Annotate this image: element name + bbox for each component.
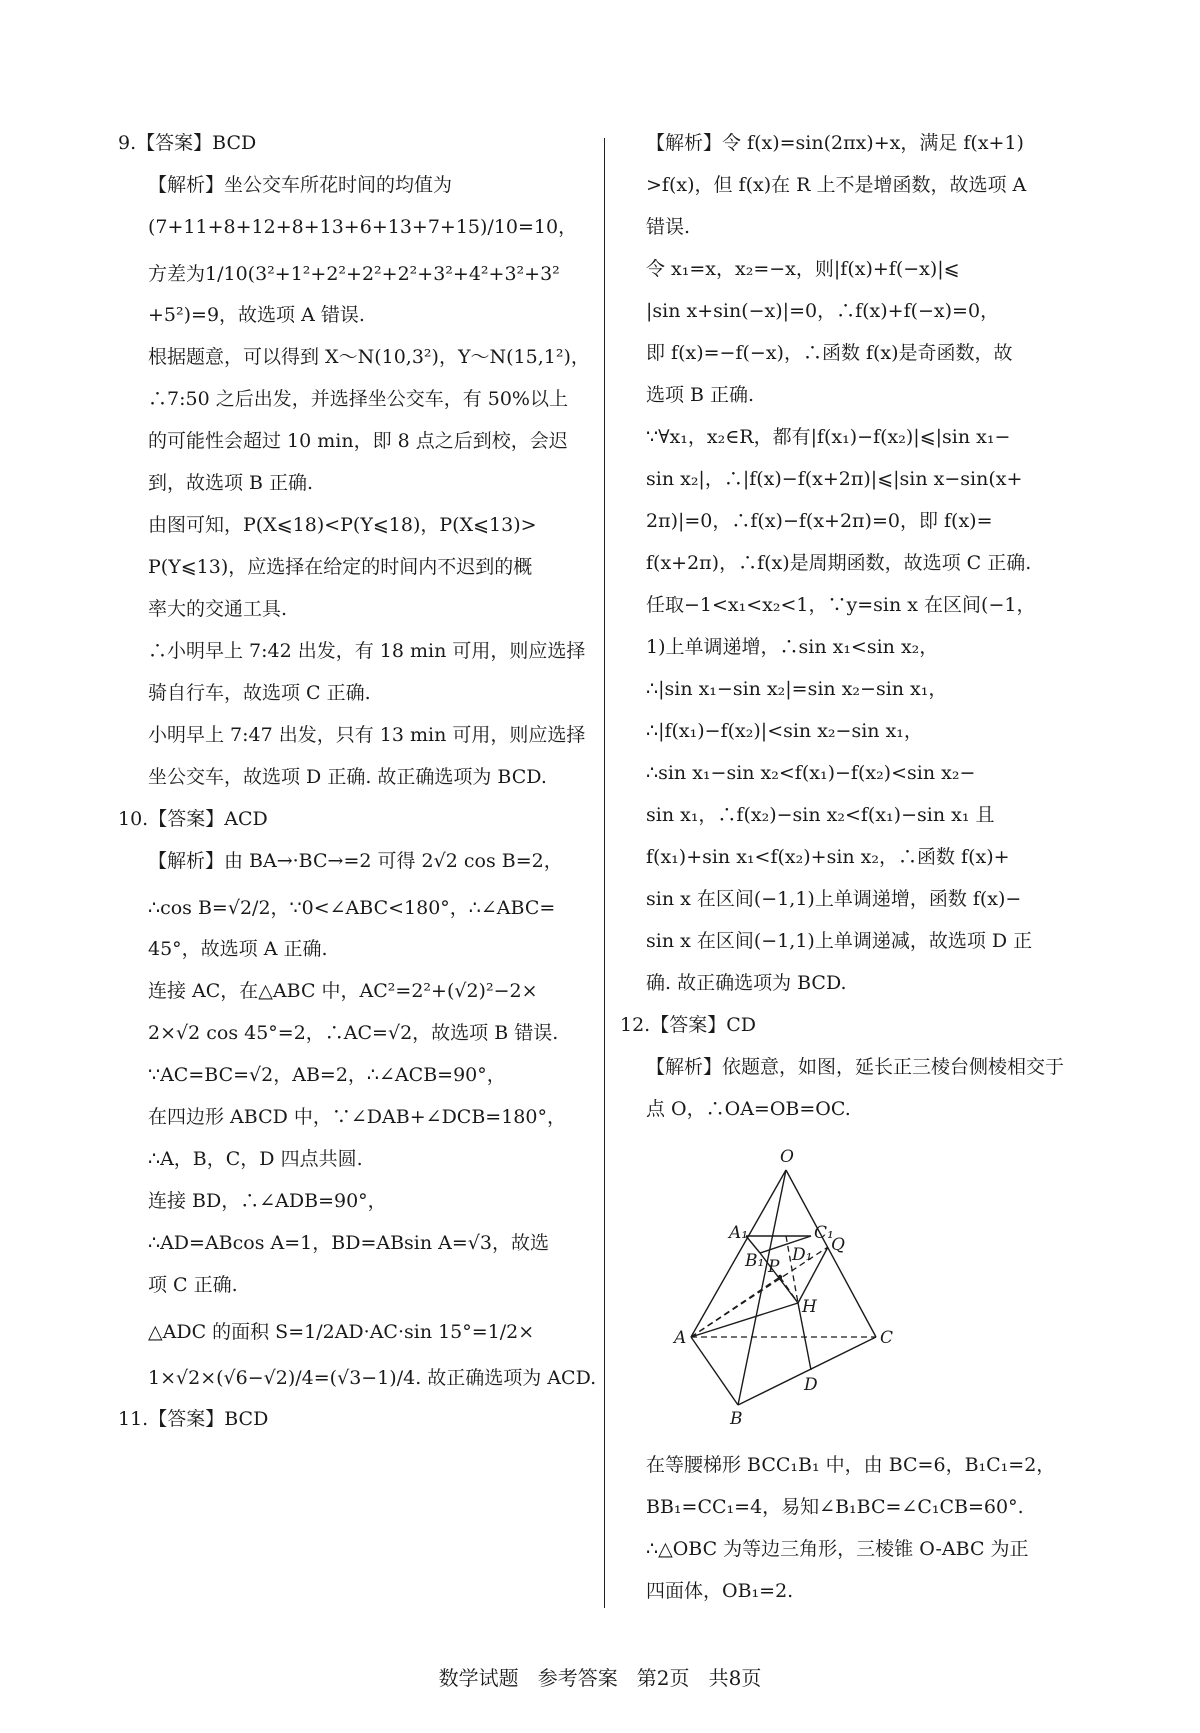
q11-sol-9: sin x₂|，∴|f(x)−f(x+2π)|⩽|sin x−sin(x+: [646, 468, 1023, 490]
label-B1: B₁: [745, 1251, 765, 1271]
label-P: P: [768, 1257, 780, 1277]
label-Q: Q: [831, 1235, 845, 1255]
q10-sol-13: 1×√2×(√6−√2)/4=(√3−1)/4. 故正确选项为 ACD.: [148, 1367, 597, 1389]
q9-sol-15: 坐公交车，故选项 D 正确. 故正确选项为 BCD.: [148, 766, 547, 788]
right-column: [620, 132, 1094, 1622]
edge-OB: [738, 1170, 786, 1405]
column-divider: [604, 138, 605, 1608]
label-D1: D₁: [792, 1245, 813, 1265]
page-footer: 数学试题 参考答案 第2页 共8页: [438, 1666, 762, 1690]
label-C1: C₁: [814, 1223, 834, 1243]
q10-sol-3: 45°，故选项 A 正确.: [148, 938, 328, 960]
q11-sol-3: 错误.: [646, 216, 691, 238]
label-C: C: [880, 1328, 894, 1348]
q12-sol-6: 四面体，OB₁=2.: [646, 1580, 794, 1602]
q10-sol-8: ∴A，B，C，D 四点共圆.: [148, 1148, 363, 1170]
q11-sol-10: 2π)|=0，∴f(x)−f(x+2π)=0，即 f(x)=: [646, 510, 993, 532]
q11-sol-6: 即 f(x)=−f(−x)，∴函数 f(x)是奇函数，故: [646, 342, 1013, 364]
q11-sol-7: 选项 B 正确.: [646, 384, 755, 406]
label-A: A: [674, 1328, 687, 1348]
q11-answer: 11.【答案】BCD: [118, 1408, 269, 1430]
q11-sol-1: 【解析】令 f(x)=sin(2πx)+x，满足 f(x+1): [646, 132, 1024, 154]
right-column-top: [620, 132, 1094, 1120]
q9-sol-7: 的可能性会超过 10 min，即 8 点之后到校，会迟: [148, 430, 568, 452]
q12-sol-5: ∴△OBC 为等边三角形，三棱锥 O-ABC 为正: [646, 1538, 1029, 1560]
q9-sol-1: 【解析】坐公交车所花时间的均值为: [148, 174, 453, 196]
q11-sol-16: ∴sin x₁−sin x₂<f(x₁)−f(x₂)<sin x₂−: [646, 762, 976, 784]
right-column-bottom: [646, 1454, 1094, 1602]
label-O: O: [780, 1147, 794, 1167]
q10-sol-9: 连接 BD，∴∠ADB=90°，: [148, 1190, 387, 1212]
q9-sol-12: ∴小明早上 7:42 出发，有 18 min 可用，则应选择: [148, 640, 586, 662]
q11-sol-5: |sin x+sin(−x)|=0，∴f(x)+f(−x)=0，: [646, 300, 1000, 322]
label-B: B: [730, 1409, 743, 1429]
q9-sol-3: 方差为1/10(3²+1²+2²+2²+2²+3²+4²+3²+3²: [148, 263, 560, 285]
q11-sol-12: 任取−1<x₁<x₂<1，∵y=sin x 在区间(−1，: [646, 594, 1036, 616]
label-H: H: [802, 1297, 817, 1317]
edge-AB: [691, 1337, 738, 1405]
label-D: D: [804, 1375, 818, 1395]
q10-answer: 10.【答案】ACD: [118, 808, 268, 830]
q9-sol-13: 骑自行车，故选项 C 正确.: [148, 682, 371, 704]
q11-sol-17: sin x₁，∴f(x₂)−sin x₂<f(x₁)−sin x₁ 且: [646, 804, 995, 826]
q11-sol-20: sin x 在区间(−1,1)上单调递减，故选项 D 正: [646, 930, 1033, 952]
q11-sol-11: f(x+2π)，∴f(x)是周期函数，故选项 C 正确.: [646, 552, 1032, 574]
frustum-figure: [646, 1140, 1094, 1440]
q11-sol-21: 确. 故正确选项为 BCD.: [646, 972, 847, 994]
frustum-diagram: [646, 1140, 1094, 1440]
q11-sol-8: ∵∀x₁，x₂∈R，都有|f(x₁)−f(x₂)|⩽|sin x₁−: [646, 426, 1011, 448]
q9-sol-9: 由图可知，P(X⩽18)<P(Y⩽18)，P(X⩽13)>: [148, 514, 537, 536]
q10-sol-1: 【解析】由 BA→·BC→=2 可得 2√2 cos B=2，: [148, 850, 563, 872]
q9-sol-6: ∴7:50 之后出发，并选择坐公交车，有 50%以上: [148, 388, 568, 410]
q10-sol-7: 在四边形 ABCD 中，∵∠DAB+∠DCB=180°，: [148, 1106, 566, 1128]
q10-sol-6: ∵AC=BC=√2，AB=2，∴∠ACB=90°，: [148, 1064, 506, 1086]
q11-sol-19: sin x 在区间(−1,1)上单调递增，函数 f(x)−: [646, 888, 1022, 910]
q12-sol-4: BB₁=CC₁=4，易知∠B₁BC=∠C₁CB=60°.: [646, 1496, 1024, 1518]
q12-sol-2: 点 O，∴OA=OB=OC.: [646, 1098, 851, 1120]
left-column: [118, 132, 598, 1450]
q9-sol-4: +5²)=9，故选项 A 错误.: [148, 304, 365, 326]
q10-sol-12: △ADC 的面积 S=1/2AD·AC·sin 15°=1/2×: [148, 1321, 535, 1343]
q9-sol-10: P(Y⩽13)，应选择在给定的时间内不迟到的概: [148, 556, 533, 578]
q11-sol-4: 令 x₁=x，x₂=−x，则|f(x)+f(−x)|⩽: [646, 258, 960, 280]
q9-sol-14: 小明早上 7:47 出发，只有 13 min 可用，则应选择: [148, 724, 586, 746]
q11-sol-18: f(x₁)+sin x₁<f(x₂)+sin x₂，∴函数 f(x)+: [646, 846, 1010, 868]
q10-sol-11: 项 C 正确.: [148, 1274, 238, 1296]
q9-sol-2: (7+11+8+12+8+13+6+13+7+15)/10=10，: [148, 216, 578, 238]
q11-sol-14: ∴|sin x₁−sin x₂|=sin x₂−sin x₁，: [646, 678, 948, 700]
q12-answer: 12.【答案】CD: [620, 1014, 756, 1036]
q10-sol-2: ∴cos B=√2/2，∵0<∠ABC<180°，∴∠ABC=: [148, 897, 556, 919]
q10-sol-4: 连接 AC，在△ABC 中，AC²=2²+(√2)²−2×: [148, 980, 538, 1002]
label-A1: A₁: [729, 1223, 749, 1243]
q9-answer: 9.【答案】BCD: [118, 132, 257, 154]
q11-sol-2: >f(x)，但 f(x)在 R 上不是增函数，故选项 A: [646, 174, 1027, 196]
q11-sol-13: 1)上单调递增，∴sin x₁<sin x₂，: [646, 636, 939, 658]
q9-sol-5: 根据题意，可以得到 X～N(10,3²)，Y～N(15,1²)，: [148, 346, 590, 368]
q12-sol-3: 在等腰梯形 BCC₁B₁ 中，由 BC=6，B₁C₁=2，: [646, 1454, 1056, 1476]
edge-AP-hidden: [691, 1277, 780, 1337]
q9-sol-11: 率大的交通工具.: [148, 598, 288, 620]
q10-sol-10: ∴AD=ABcos A=1，BD=ABsin A=√3，故选: [148, 1232, 549, 1254]
q12-sol-1: 【解析】依题意，如图，延长正三棱台侧棱相交于: [646, 1056, 1065, 1078]
q10-sol-5: 2×√2 cos 45°=2，∴AC=√2，故选项 B 错误.: [148, 1022, 559, 1044]
q11-sol-15: ∴|f(x₁)−f(x₂)|<sin x₂−sin x₁，: [646, 720, 923, 742]
q9-sol-8: 到，故选项 B 正确.: [148, 472, 314, 494]
